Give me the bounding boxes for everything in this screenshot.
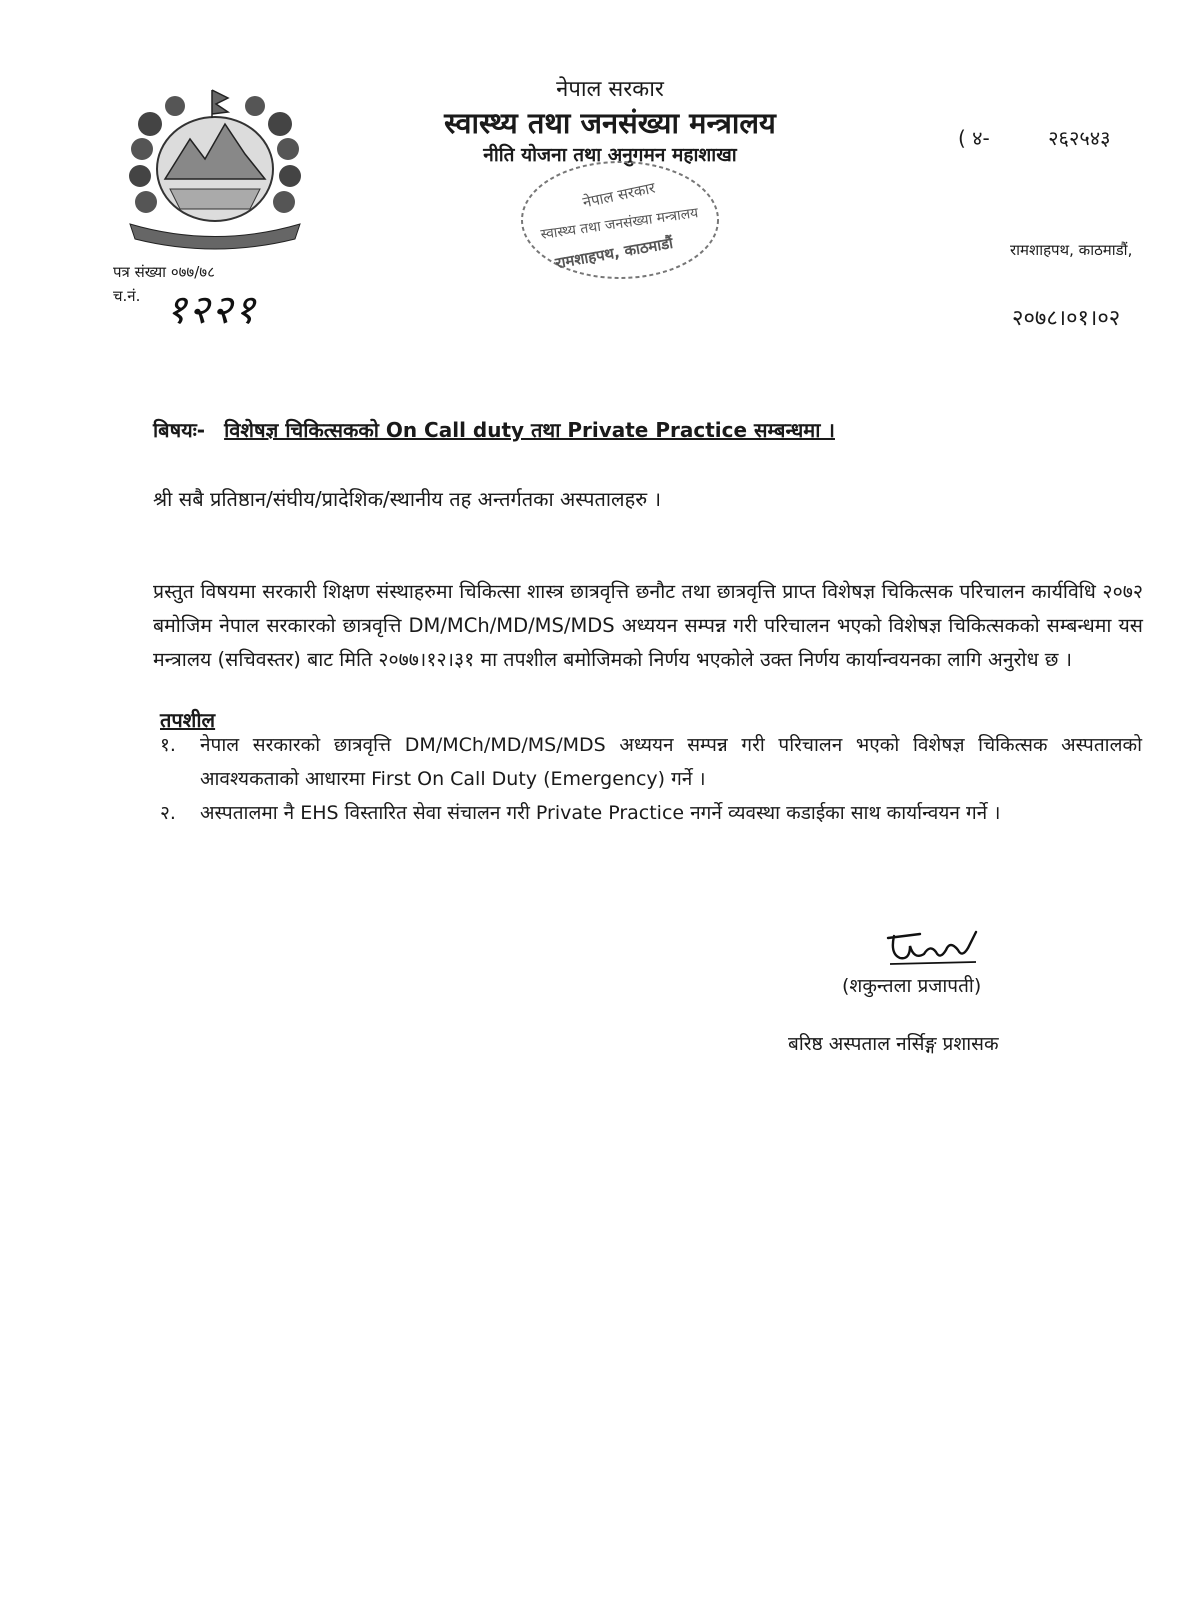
list-item: [160, 728, 1142, 796]
list-item-number: १.: [160, 734, 176, 756]
government-name: नेपाल सरकार: [556, 77, 664, 102]
phone-prefix: ( ४-: [958, 126, 990, 150]
list-item-text: अस्पतालमा नै EHS विस्तारित सेवा संचालन गरी Private Practice नगर्ने व्यवस्था कडाईका साथ कार्यान्वयन गर्ने ।: [200, 802, 1001, 824]
subject-text: विशेषज्ञ चिकित्सकको On Call duty तथा Private Practice सम्बन्धमा ।: [224, 418, 835, 442]
dispatch-label: च.नं.: [113, 287, 141, 305]
details-heading: तपशील: [160, 708, 216, 732]
stamp-line-1: नेपाल सरकार: [581, 178, 657, 212]
stamp-line-3: रामशाहपथ, काठमाडौं: [553, 233, 675, 273]
letter-number: पत्र संख्या ०७७/७८: [113, 263, 215, 281]
handwritten-signature: [880, 924, 990, 970]
subject-label: बिषयः-: [153, 418, 206, 442]
division-name: नीति योजना तथा अनुगमन महाशाखा: [483, 144, 737, 166]
office-address: रामशाहपथ, काठमाडौं,: [1010, 241, 1133, 259]
signatory-title: बरिष्ठ अस्पताल नर्सिङ्ग प्रशासक: [788, 1033, 999, 1055]
phone-number: [958, 124, 1111, 151]
letter-date: २०७८।०१।०२: [1012, 306, 1121, 331]
dispatch-number: १२२१: [166, 287, 258, 333]
list-item: [160, 796, 1142, 830]
phone-digits: २६२५४३: [1048, 126, 1111, 150]
office-seal-stamp: [515, 160, 725, 290]
subject-line: [153, 416, 1153, 443]
list-item-number: २.: [160, 802, 176, 824]
body-paragraph: प्रस्तुत विषयमा सरकारी शिक्षण संस्थाहरुमा चिकित्सा शास्त्र छात्रवृत्ति छनौट तथा छात्रवृत्ति प्राप्त विशेषज्ञ चिकित्सक परिचालन कार्यविधि २०७२ बमोजिम नेपाल सरकारको छात्रवृत्ति DM/MCh/MD/MS/MDS अध्ययन सम्पन्न गरी परिचालन भएको विशेषज्ञ चिकित्सकको सम्बन्धमा यस मन्त्रालय (सचिवस्तर) बाट मिति २०७७।१२।३१ मा तपशील बमोजिमको निर्णय भएकोले उक्त निर्णय कार्यान्वयनका लागि अनुरोध छ ।: [153, 580, 1143, 671]
letterhead: [360, 76, 860, 168]
list-item-text: नेपाल सरकारको छात्रवृत्ति DM/MCh/MD/MS/MDS अध्ययन सम्पन्न गरी परिचालन भएको विशेषज्ञ चिकित्सक अस्पतालको आवश्यकताको आधारमा First On Call Duty (Emergency) गर्ने ।: [200, 734, 1142, 790]
stamp-line-2: स्वास्थ्य तथा जनसंख्या मन्त्रालय: [539, 205, 700, 244]
addressee: श्री सबै प्रतिष्ठान/संघीय/प्रादेशिक/स्थानीय तह अन्तर्गतका अस्पतालहरु ।: [153, 487, 662, 511]
ministry-name: स्वास्थ्य तथा जनसंख्या मन्त्रालय: [444, 106, 776, 140]
nepal-emblem-icon: [120, 84, 310, 254]
signatory-name: (शकुन्तला प्रजापती): [842, 975, 982, 997]
